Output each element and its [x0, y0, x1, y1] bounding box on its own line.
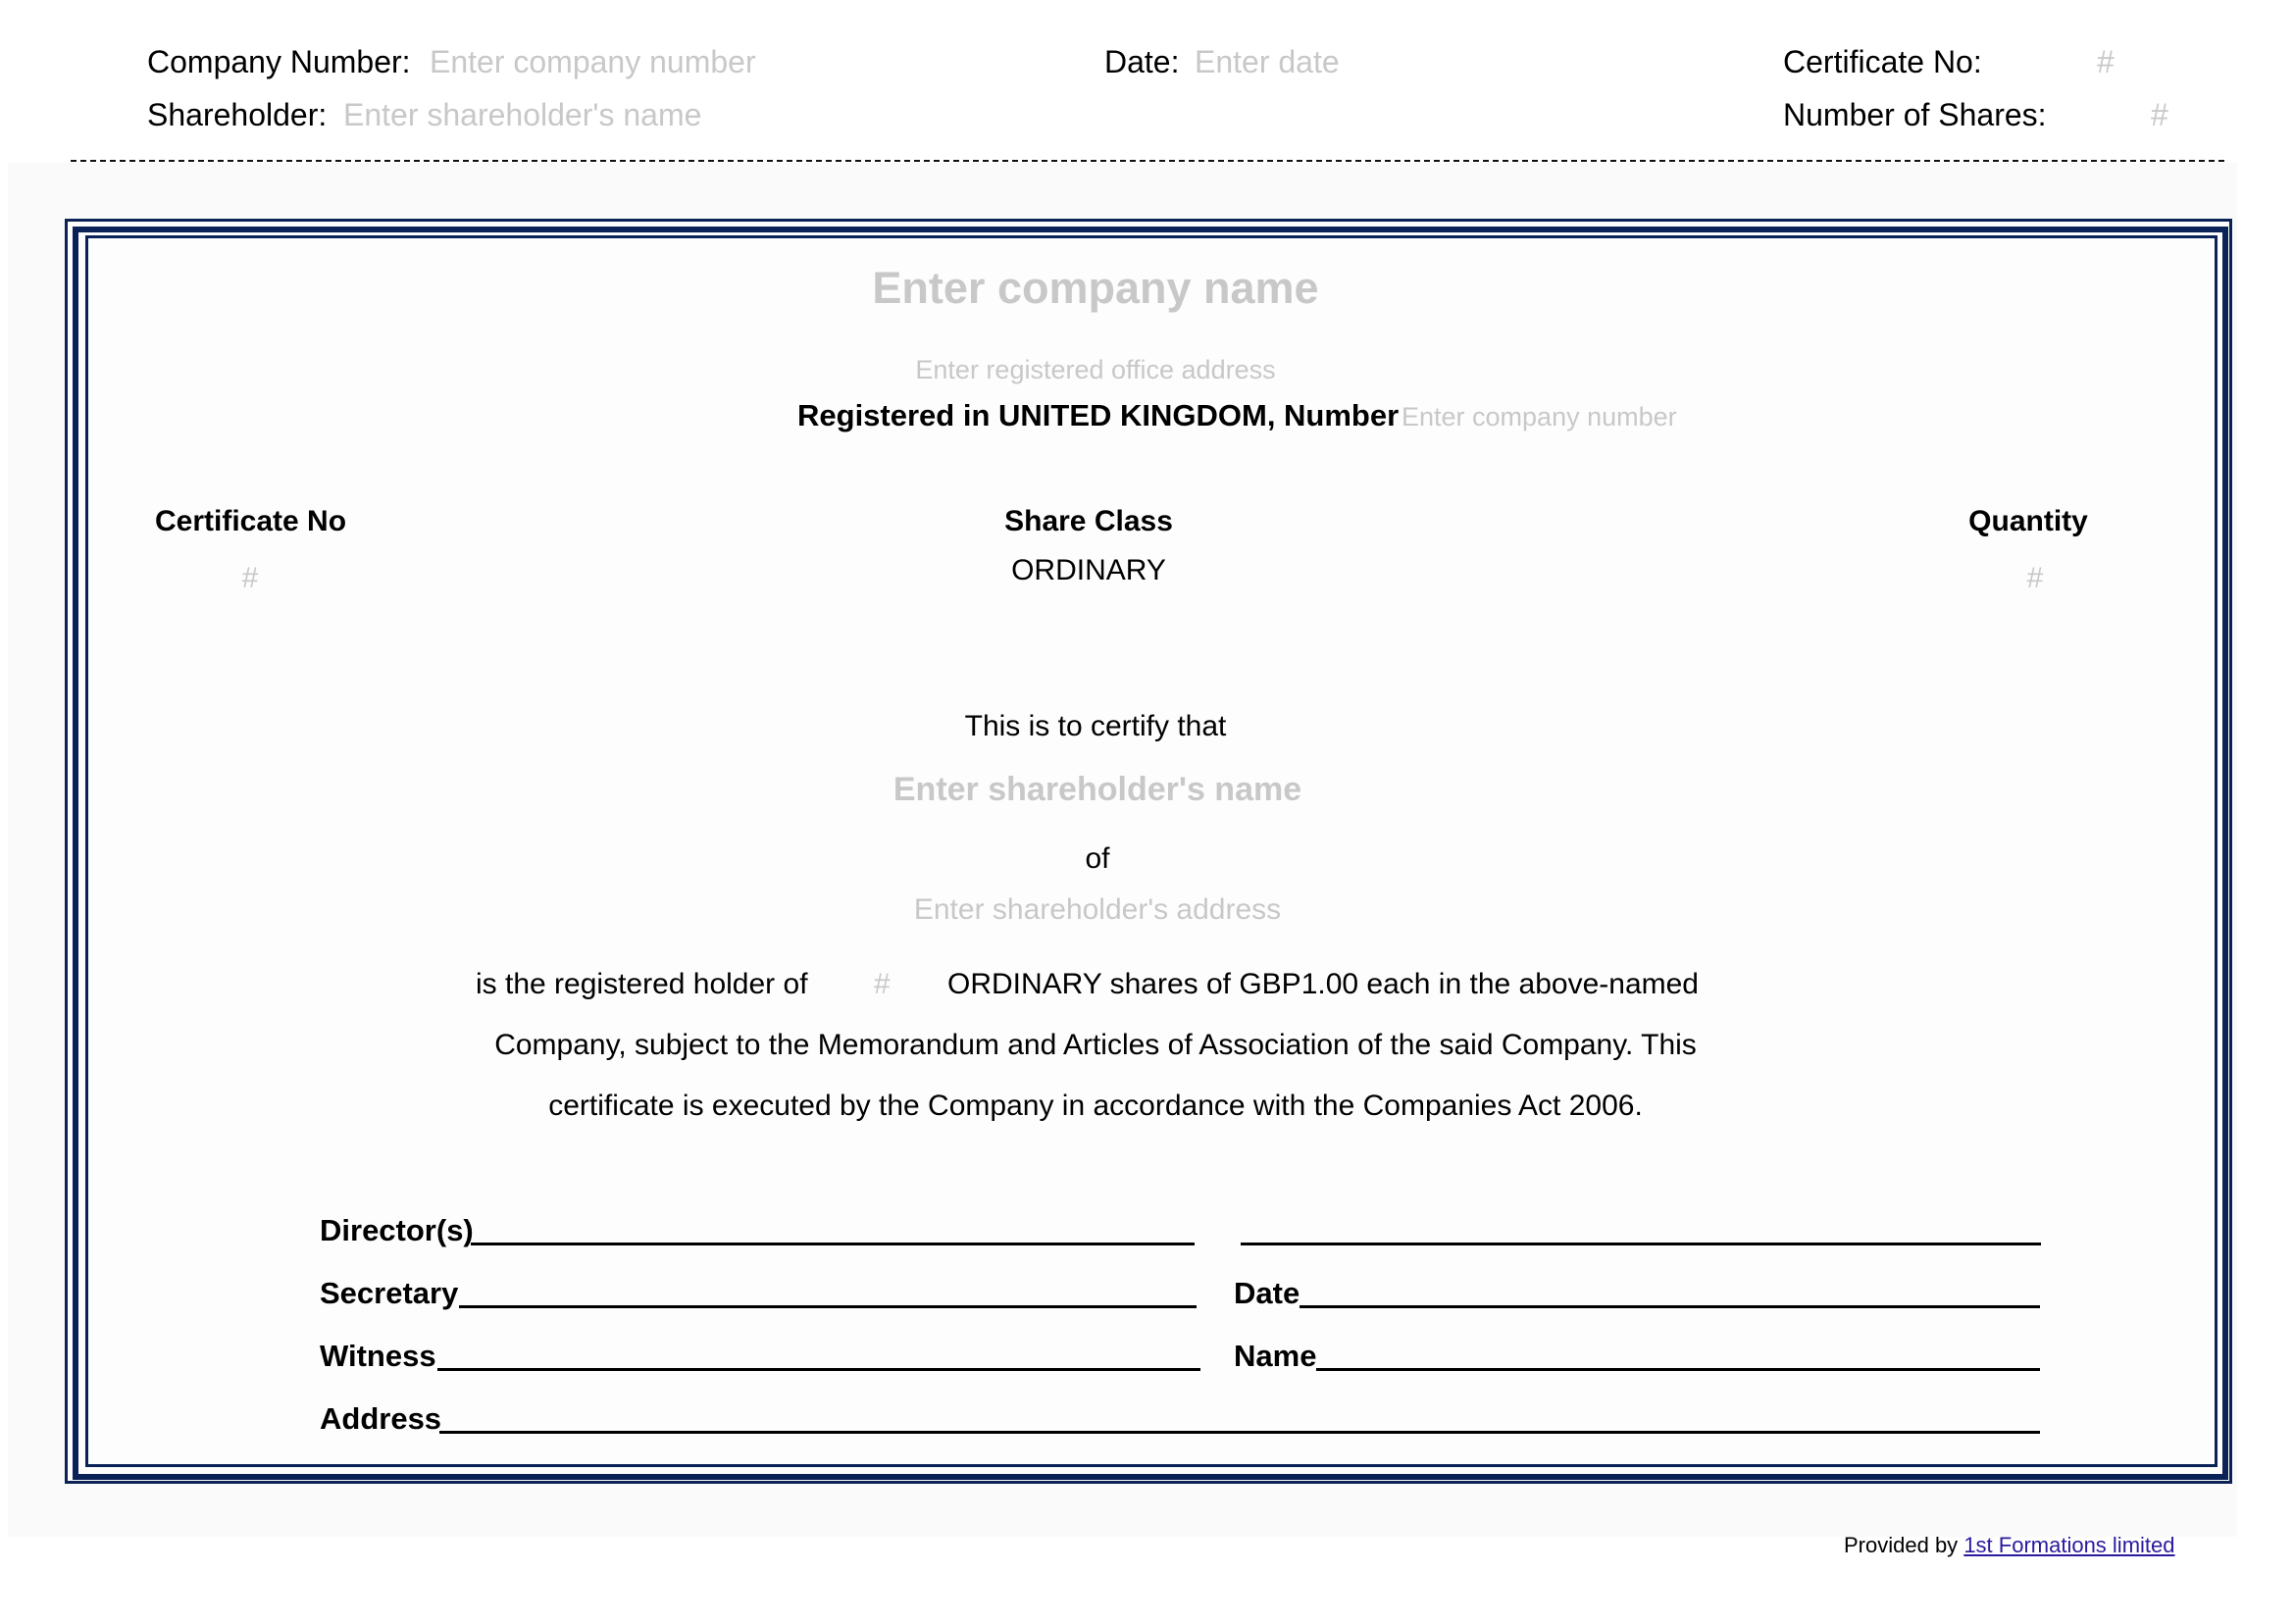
- holder-shares-input[interactable]: #: [874, 968, 891, 1000]
- paragraph-line-3: certificate is executed by the Company in accordance with the Companies Act 2006.: [548, 1090, 1643, 1122]
- secretary-label: Secretary: [320, 1276, 459, 1310]
- share-class-value: ORDINARY: [1011, 554, 1166, 586]
- registered-in-text: Registered in UNITED KINGDOM, Number: [797, 398, 1400, 432]
- date-signature-line[interactable]: [1300, 1305, 2040, 1308]
- director-signature-line-1[interactable]: [471, 1243, 1195, 1245]
- name-signature-line[interactable]: [1316, 1368, 2040, 1371]
- address-label: Address: [320, 1401, 442, 1436]
- number-of-shares-input[interactable]: #: [2151, 97, 2168, 132]
- col-header-share-class: Share Class: [1004, 505, 1173, 537]
- director-signature-line-2[interactable]: [1241, 1243, 2041, 1245]
- company-number-input[interactable]: Enter company number: [430, 44, 756, 79]
- holder-suffix-text: ORDINARY shares of GBP1.00 each in the above-named: [947, 968, 1699, 1000]
- shareholder-address-input[interactable]: Enter shareholder's address: [913, 893, 1282, 926]
- witness-signature-line[interactable]: [437, 1368, 1200, 1371]
- certificate-no-input[interactable]: #: [2097, 44, 2115, 79]
- certificate-no-label: Certificate No:: [1783, 44, 1982, 79]
- cut-line-divider: [71, 160, 2224, 162]
- secretary-signature-line[interactable]: [459, 1305, 1197, 1308]
- provided-by-text: Provided by: [1844, 1533, 1959, 1557]
- number-of-shares-label: Number of Shares:: [1783, 97, 2047, 132]
- directors-label: Director(s): [320, 1213, 474, 1247]
- company-number-label: Company Number:: [147, 44, 411, 79]
- office-address-input[interactable]: Enter registered office address: [915, 355, 1276, 384]
- col-header-quantity: Quantity: [1968, 505, 2088, 537]
- date-input[interactable]: Enter date: [1195, 44, 1340, 79]
- name-signature-label: Name: [1234, 1339, 1317, 1373]
- footer-credit: [1844, 1533, 2175, 1558]
- date-label: Date:: [1104, 44, 1180, 79]
- date-signature-label: Date: [1234, 1276, 1300, 1310]
- of-text: of: [1085, 842, 1110, 875]
- holder-prefix-text: is the registered holder of: [476, 968, 808, 1000]
- quantity-value[interactable]: #: [2026, 562, 2044, 594]
- paragraph-line-2: Company, subject to the Memorandum and Articles of Association of the said Company. This: [494, 1029, 1697, 1061]
- registered-number-input[interactable]: Enter company number: [1402, 402, 1677, 431]
- shareholder-input[interactable]: Enter shareholder's name: [343, 97, 702, 132]
- shareholder-name-input[interactable]: Enter shareholder's name: [892, 771, 1302, 808]
- company-name-input[interactable]: Enter company name: [872, 263, 1319, 313]
- provider-link[interactable]: 1st Formations limited: [1963, 1533, 2175, 1557]
- witness-label: Witness: [320, 1339, 436, 1373]
- certify-text: This is to certify that: [964, 710, 1227, 742]
- shareholder-label: Shareholder:: [147, 97, 328, 132]
- address-signature-line[interactable]: [439, 1431, 2040, 1434]
- certificate-no-value[interactable]: #: [241, 562, 259, 594]
- col-header-certificate-no: Certificate No: [155, 505, 347, 537]
